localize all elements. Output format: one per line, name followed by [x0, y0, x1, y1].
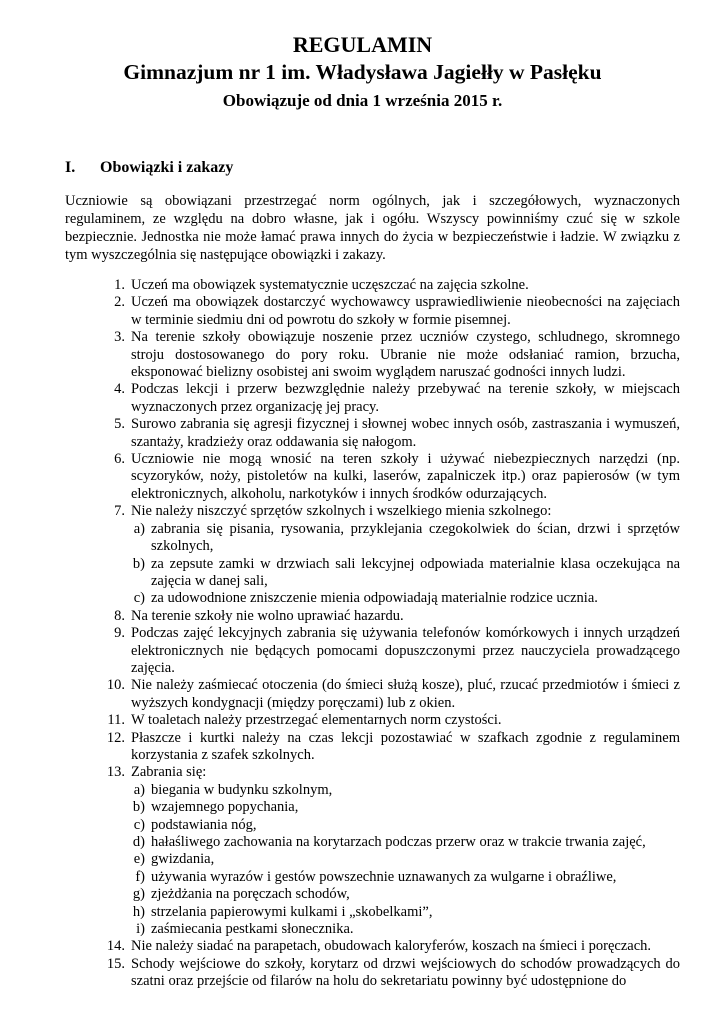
sub-list-item-text: wzajemnego popychania,	[151, 799, 299, 816]
list-item-text: Surowo zabrania się agresji fizycznej i słownej wobec innych osób, zastraszania i wymuszeń, szantaży, kradzieży oraz oddawania się nałogom.	[131, 416, 680, 450]
list-item-text: Uczniowie nie mogą wnosić na teren szkoły i używać niebezpiecznych narzędzi (np. scyzoryków, noży, pistoletów na kulki, laserów, zapalniczek itp.) oraz papierosów (w tym elektronicznych, alkoholu, narkotyków i innych środków odurzających.	[131, 451, 680, 502]
list-item	[0, 451, 725, 503]
list-item-number: 15.	[106, 955, 125, 972]
section-title: Obowiązki i zakazy	[100, 159, 234, 176]
list-item-number: 4.	[114, 381, 125, 398]
sub-list-item-text: strzelania papierowymi kulkami i „skobelkami”,	[151, 903, 433, 920]
sub-list-item	[0, 869, 725, 886]
list-item-number: 14.	[106, 938, 125, 955]
list-item	[0, 416, 725, 451]
list-item-text: Schody wejściowe do szkoły, korytarz od drzwi wejściowych do schodów prowadzących do szatni oraz przejście od filarów na holu do sekretariatu powinny być udostępnione do	[131, 955, 680, 990]
sub-list-item-letter: b)	[132, 555, 145, 572]
sub-list-item-letter: e)	[133, 851, 145, 868]
sub-list-item-text: zjeżdżania na poręczach schodów,	[151, 886, 350, 903]
sub-list-item-text: zaśmiecania pestkami słonecznika.	[151, 921, 354, 938]
sub-list-item	[0, 921, 725, 938]
list-item-text: Podczas lekcji i przerw bezwzględnie należy przebywać na terenie szkoły, w miejscach wyznaczonych przez organizację jej pracy.	[131, 381, 680, 415]
sub-list-item-letter: h)	[132, 903, 145, 920]
sub-list-item-text: zabrania się pisania, rysowania, przyklejania czegokolwiek do ścian, drzwi i sprzętów szkolnych,	[151, 520, 680, 555]
list-item-text: Podczas zajęć lekcyjnych zabrania się używania telefonów komórkowych i innych urządzeń elektronicznych nie będących pomocami dopuszczonymi przez nauczyciela prowadzącego zajęcia.	[131, 625, 680, 676]
sub-list-item-letter: g)	[132, 886, 145, 903]
list-item-text: Płaszcze i kurtki należy na czas lekcji pozostawiać w szafkach zgodnie z regulaminem korzystania z szafek szkolnych.	[131, 729, 680, 763]
sub-list-item-letter: d)	[132, 834, 145, 850]
list-item	[0, 277, 725, 294]
list-item-number: 6.	[114, 451, 125, 468]
rules-list	[0, 277, 725, 991]
list-item-text: Na terenie szkoły nie wolno uprawiać hazardu.	[131, 607, 404, 624]
section-number: I.	[65, 159, 76, 176]
school-name: Gimnazjum nr 1 im. Władysława Jagiełły w Pasłęku	[123, 60, 602, 84]
sub-list-item	[0, 904, 725, 921]
sub-list-item	[0, 521, 725, 556]
sub-list-item-text: używania wyrazów i gestów powszechnie uznawanych za wulgarne i obraźliwe,	[151, 868, 617, 885]
sub-list-item	[0, 834, 725, 851]
list-item	[0, 329, 725, 381]
sub-list-item-text: za udowodnione zniszczenie mienia odpowiadają materialnie rodzice ucznia.	[151, 590, 598, 607]
document-title: REGULAMIN	[292, 32, 433, 57]
intro-paragraph	[65, 192, 680, 264]
list-item-text: Nie należy siadać na parapetach, obudowach kaloryferów, koszach na śmieci i poręczach.	[131, 938, 652, 955]
list-item	[0, 956, 725, 991]
sub-list-item	[0, 817, 725, 834]
list-item-text: Zabrania się:	[131, 764, 207, 781]
sub-list-item	[0, 799, 725, 816]
list-item-number: 5.	[114, 416, 125, 433]
list-item	[0, 625, 725, 677]
list-item-number: 3.	[114, 329, 125, 346]
list-item	[0, 608, 725, 625]
intro-text: Uczniowie są obowiązani przestrzegać norm ogólnych, jak i szczegółowych, wyznaczonych regulaminem, ze względu na dobro własne, jak i ogółu. Wszyscy powinniśmy czuć się w szkole bezpiecznie. Jednostka nie może łamać prawa innych do życia w bezpieczeństwie i ładzie. W związku z tym wyszczególnia się następujące obowiązki i zakazy.	[65, 193, 680, 263]
sub-list-item	[0, 782, 725, 799]
sub-list-item	[0, 886, 725, 903]
sub-list-item	[0, 590, 725, 607]
list-item	[0, 381, 725, 416]
list-item-text: W toaletach należy przestrzegać elementarnych norm czystości.	[131, 712, 502, 729]
list-item-number: 10.	[106, 677, 125, 694]
sub-list-item-text: podstawiania nóg,	[151, 816, 257, 833]
list-item-number: 8.	[114, 607, 125, 624]
sub-list-item-letter: i)	[136, 921, 145, 938]
list-item	[0, 503, 725, 520]
list-item-number: 13.	[106, 764, 125, 781]
sub-list-item-letter: f)	[135, 868, 145, 885]
list-item	[0, 712, 725, 729]
effective-date: Obowiązuje od dnia 1 września 2015 r.	[222, 91, 503, 110]
sub-list-item-text: hałaśliwego zachowania na korytarzach podczas przerw oraz w trakcie trwania zajęć,	[151, 834, 646, 850]
list-item-text: Na terenie szkoły obowiązuje noszenie przez uczniów czystego, schludnego, skromnego stroju dostosowanego do pory roku. Ubranie nie może odsłaniać ramion, brzucha, eksponować bielizny osobistej ani swoim wyglądem naruszać godności innych ludzi.	[131, 329, 680, 381]
sub-list-item-letter: a)	[133, 520, 145, 537]
sub-list-item-letter: a)	[133, 781, 145, 798]
list-item	[0, 938, 725, 955]
sub-list-item	[0, 556, 725, 591]
list-item-number: 12.	[106, 729, 125, 746]
list-item	[0, 294, 725, 329]
sub-list-item-text: biegania w budynku szkolnym,	[151, 781, 333, 798]
list-item-text: Nie należy niszczyć sprzętów szkolnych i wszelkiego mienia szkolnego:	[131, 503, 552, 520]
list-item-number: 1.	[114, 277, 125, 293]
list-item-number: 11.	[107, 712, 125, 729]
list-item-number: 2.	[114, 294, 125, 311]
list-item-text: Uczeń ma obowiązek dostarczyć wychowawcy usprawiedliwienie nieobecności na zajęciach w terminie siedmiu dni od powrotu do szkoły w formie pisemnej.	[131, 294, 680, 328]
list-item-text: Uczeń ma obowiązek systematycznie uczęszczać na zajęcia szkolne.	[131, 277, 529, 293]
list-item	[0, 730, 725, 765]
sub-list-item-text: za zepsute zamki w drzwiach sali lekcyjnej odpowiada materialnie klasa oczekująca na zajęcia w danej sali,	[151, 555, 680, 589]
list-item	[0, 764, 725, 781]
sub-list-item-letter: b)	[132, 799, 145, 816]
sub-list-item-text: gwizdania,	[151, 851, 215, 868]
list-item	[0, 677, 725, 712]
sub-list-item-letter: c)	[133, 590, 145, 607]
sub-list-item	[0, 851, 725, 868]
list-item-number: 9.	[114, 625, 125, 642]
list-item-text: Nie należy zaśmiecać otoczenia (do śmieci służą kosze), pluć, rzucać przedmiotów i śmieci z wyższych kondygnacji (między poręczami) lub z okien.	[131, 677, 680, 711]
list-item-number: 7.	[114, 503, 125, 520]
sub-list-item-letter: c)	[133, 816, 145, 833]
